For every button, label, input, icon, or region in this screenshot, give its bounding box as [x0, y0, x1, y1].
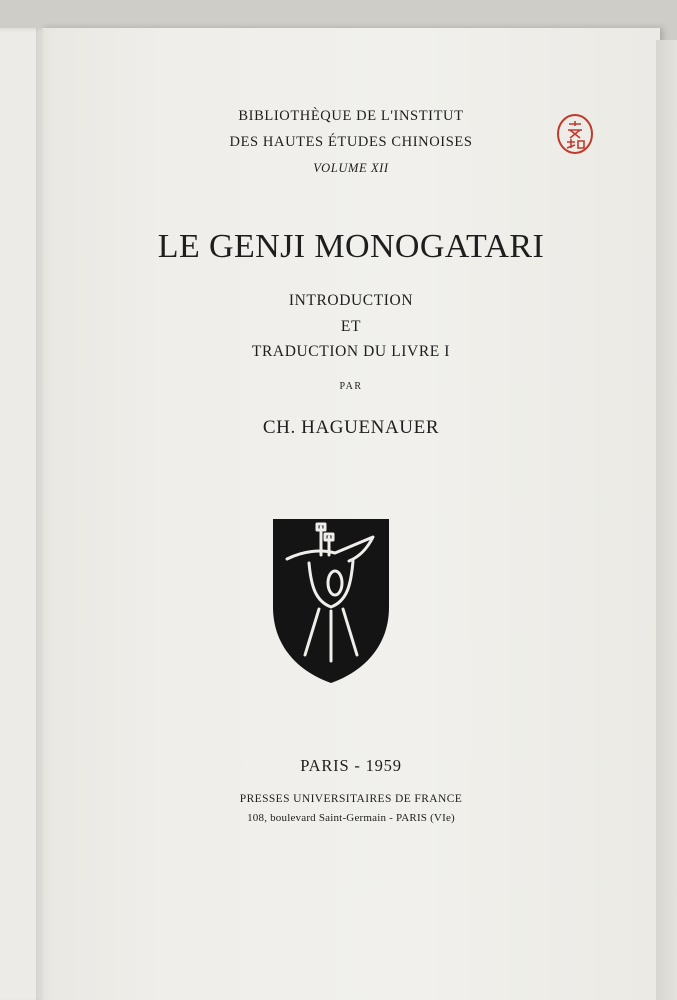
publisher-address: 108, boulevard Saint-Germain - PARIS (VIe) [247, 812, 455, 824]
publisher-name: PRESSES UNIVERSITAIRES DE FRANCE [239, 793, 463, 805]
author-name: CH. HAGUENAUER [262, 417, 440, 438]
by-label: PAR [339, 381, 363, 392]
book-title: LE GENJI MONOGATARI [157, 228, 545, 265]
series-line-1: BIBLIOTHÈQUE DE L'INSTITUT [238, 108, 464, 124]
page-right-edge [656, 40, 677, 1000]
volume-number: VOLUME XII [313, 161, 389, 175]
subtitle-line-2: ET [340, 318, 362, 335]
subtitle-line-3: TRADUCTION DU LIVRE I [251, 343, 451, 360]
subtitle-line-1: INTRODUCTION [288, 292, 414, 309]
series-line-2: DES HAUTES ÉTUDES CHINOISES [229, 134, 473, 150]
ritual-vessel-icon [269, 515, 393, 685]
place-and-year: PARIS - 1959 [300, 756, 402, 775]
red-seal-stamp-icon [555, 112, 595, 156]
